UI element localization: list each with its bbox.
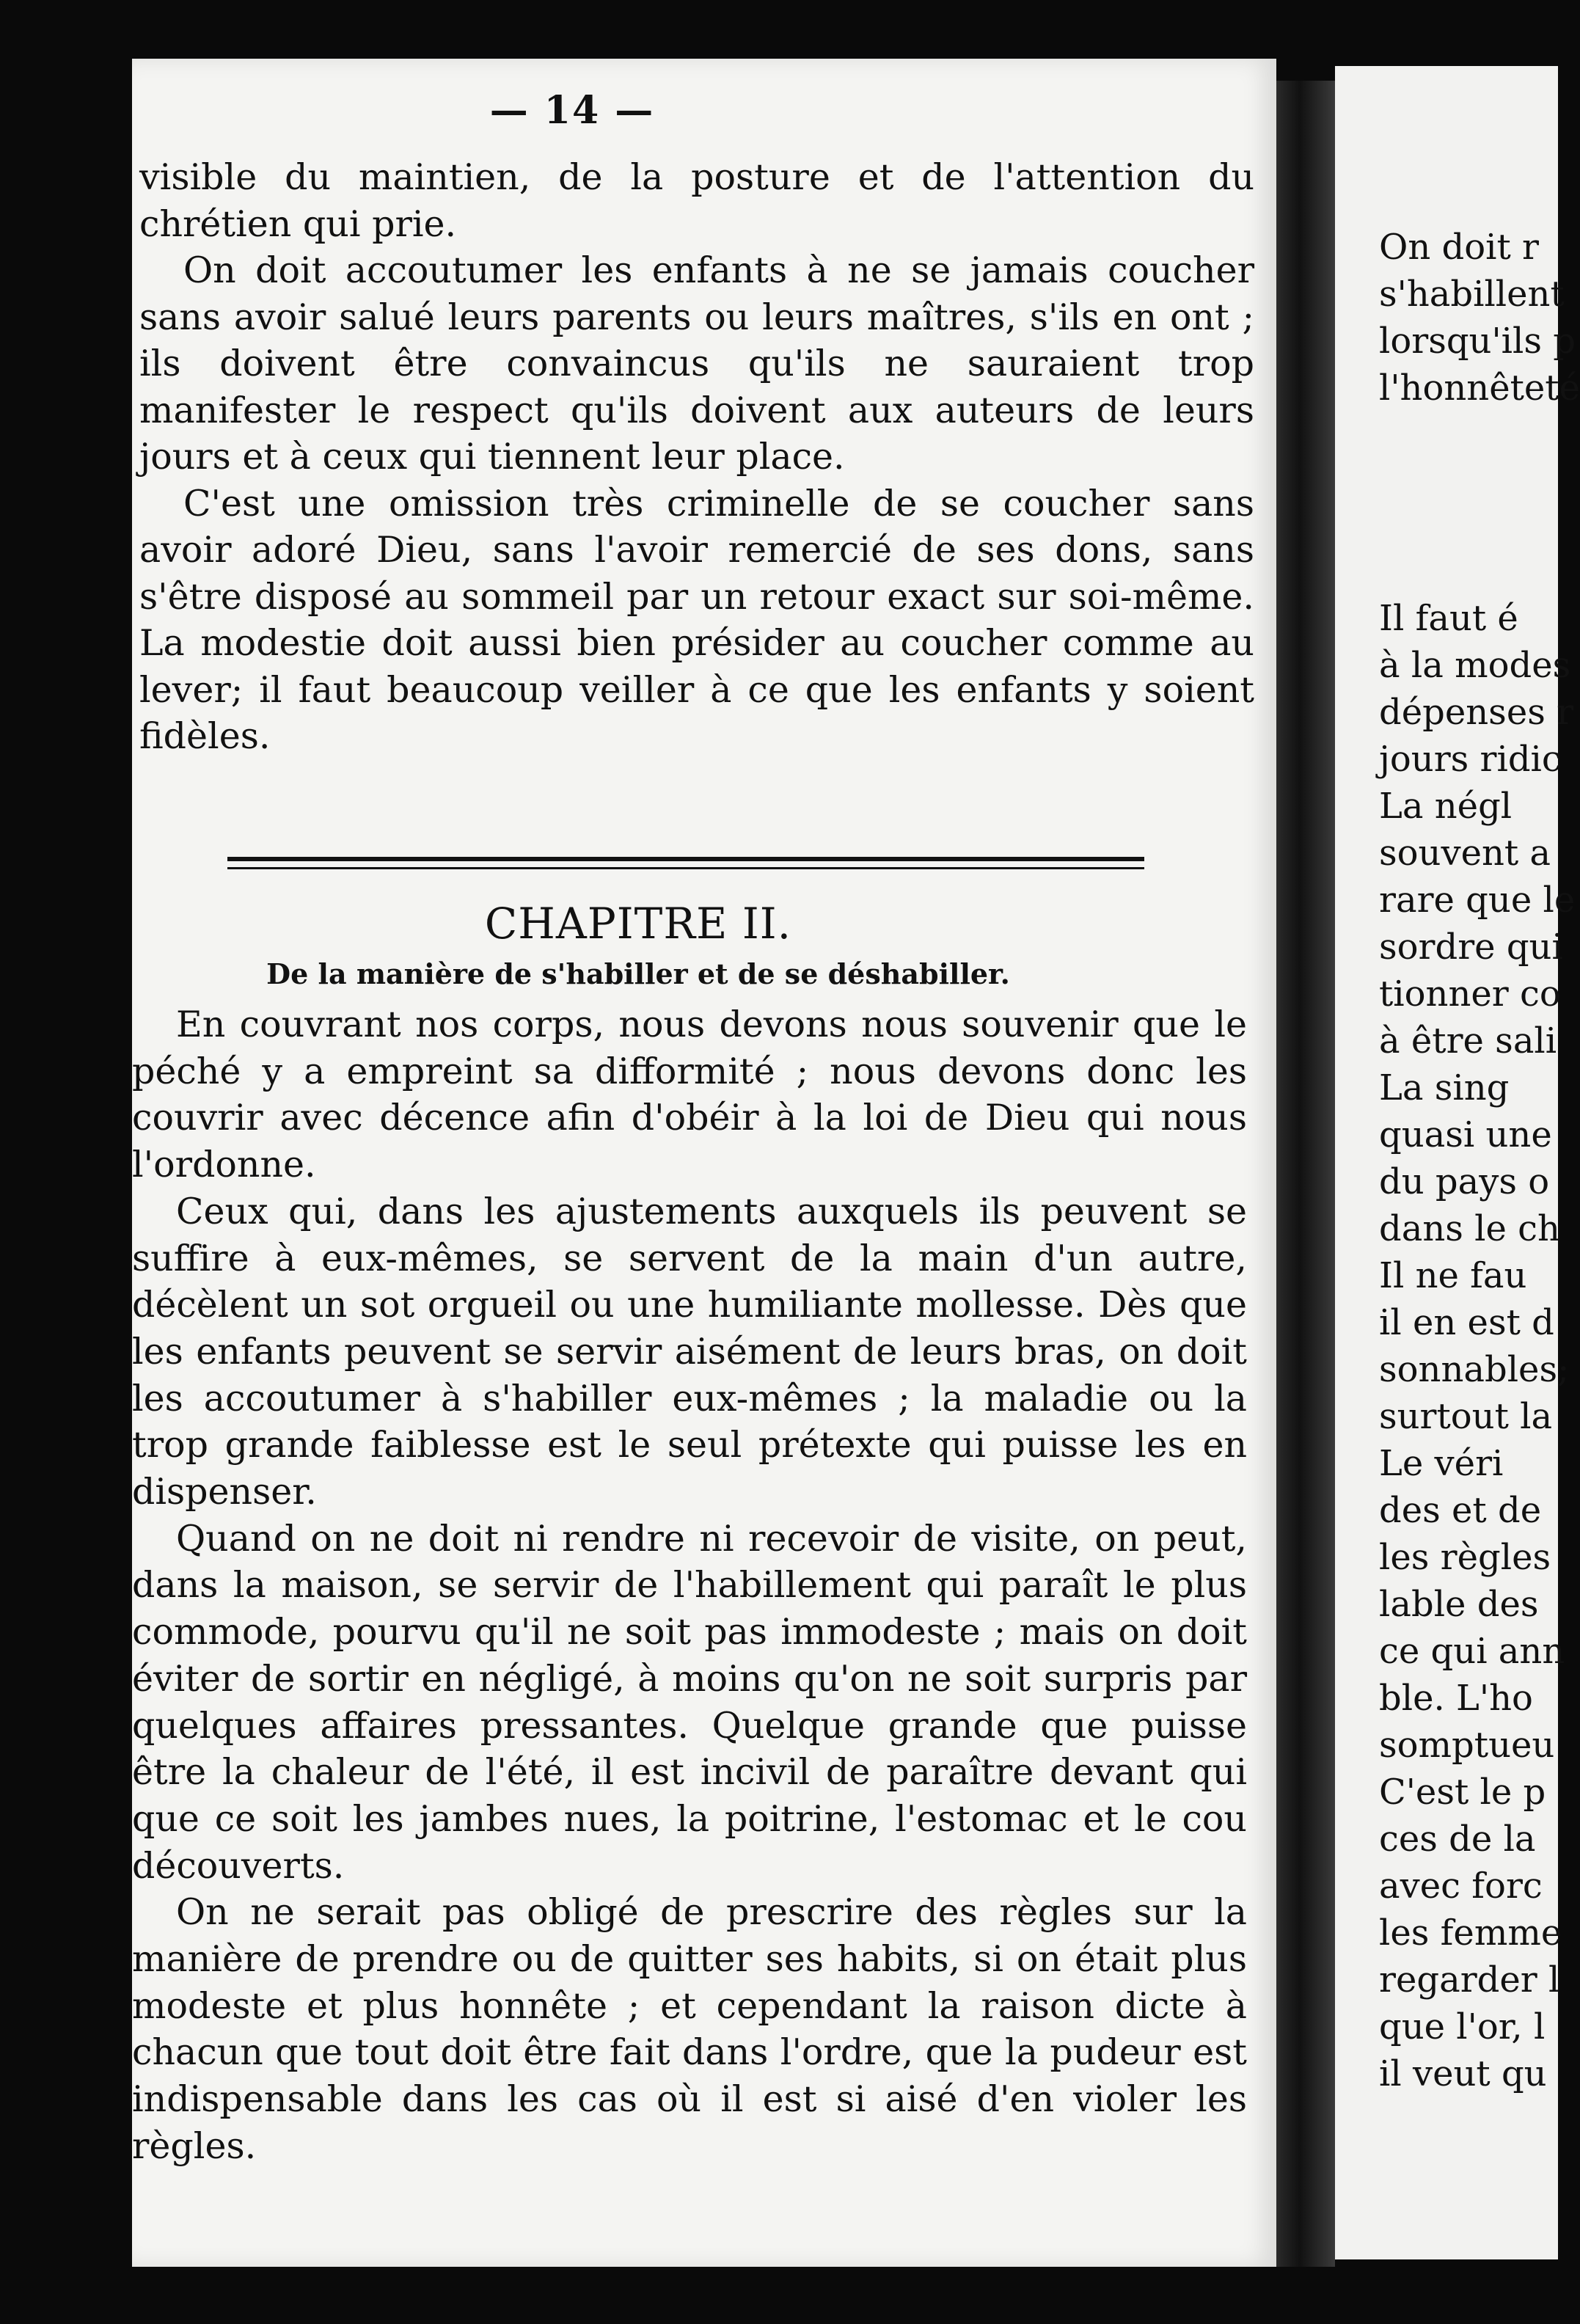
facing-line: ces de la — [1379, 1819, 1536, 1860]
paragraph: Ceux qui, dans les ajustements auxquels ils peuvent se suffire à eux-mêmes, se servent de la main d'un autre, décèlent un sot orgueil ou une humiliante mollesse. Dès que les enfants peuvent se servir aisément de leurs bras, on doit les accoutumer à s'habiller eux-mêmes ; la maladie ou la trop grande faiblesse est le seul prétexte qui puisse les en dispenser. — [132, 1190, 1247, 1513]
facing-line: Il ne fau — [1379, 1255, 1527, 1296]
facing-line: l'honnêteté — [1379, 368, 1580, 409]
paragraph: C'est une omission très criminelle de se coucher sans avoir adoré Dieu, sans l'avoir remercié de ses dons, sans s'être disposé au sommeil par un retour exact sur soi-même. La modestie doit aussi bien présider au coucher comme au lever; il faut beaucoup veiller à ce que les enfants y soient fidèles. — [139, 482, 1254, 757]
facing-line: à la modes — [1379, 645, 1571, 686]
facing-gap — [1379, 412, 1570, 595]
facing-line: lorsqu'ils p — [1379, 321, 1576, 362]
body-text-top — [139, 154, 1254, 760]
facing-line: les règles — [1379, 1537, 1551, 1578]
facing-line: La sing — [1379, 1067, 1510, 1108]
facing-line: sordre qui — [1379, 927, 1563, 968]
facing-line: ce qui ann — [1379, 1631, 1565, 1672]
facing-line: rare que le — [1379, 880, 1576, 921]
facing-line: ble. L'ho — [1379, 1678, 1533, 1719]
facing-page-text — [1379, 224, 1580, 2097]
facing-line: somptueu — [1379, 1725, 1555, 1766]
facing-line: dépenses r — [1379, 692, 1574, 733]
page-number: — 14 — — [489, 88, 655, 133]
book-gutter — [1276, 81, 1335, 2267]
facing-line: du pays o — [1379, 1161, 1550, 1202]
facing-line: quasi une — [1379, 1114, 1552, 1155]
paragraph: On ne serait pas obligé de prescrire des règles sur la manière de prendre ou de quitter ses habits, si on était plus modeste et plus honnête ; et cependant la raison dicte à chacun que tout doit être fait dans l'ordre, que la pudeur est indispensable dans les cas où il est si aisé d'en violer les règles. — [132, 1891, 1247, 2167]
facing-line: lable des — [1379, 1584, 1539, 1625]
chapter-rule-thin — [227, 867, 1144, 869]
facing-line: il en est d — [1379, 1302, 1554, 1343]
facing-line: dans le ch — [1379, 1208, 1560, 1249]
paragraph: On doit accoutumer les enfants à ne se jamais coucher sans avoir salué leurs parents ou leurs maîtres, s'ils en ont ; ils doivent être convaincus qu'ils ne sauraient trop manifester le respect qu'ils doivent aux auteurs de leurs jours et à ceux qui tiennent leur place. — [139, 249, 1254, 478]
facing-line: des et de — [1379, 1490, 1542, 1531]
chapter-title: CHAPITRE II. — [484, 899, 792, 949]
paragraph: En couvrant nos corps, nous devons nous souvenir que le péché y a empreint sa difformité ; nous devons donc les couvrir avec décence afin d'obéir à la loi de Dieu qui nous l'ordonne. — [132, 1004, 1247, 1186]
chapter-subtitle: De la manière de s'habiller et de se déshabiller. — [266, 957, 1010, 990]
facing-line: regarder l — [1379, 1959, 1560, 2000]
facing-line: jours ridic — [1379, 739, 1562, 780]
body-text-chapter — [132, 1001, 1247, 2170]
facing-line: avec forc — [1379, 1866, 1543, 1907]
facing-line: C'est le p — [1379, 1772, 1546, 1813]
facing-line: il veut qu — [1379, 2053, 1547, 2094]
paragraph: visible du maintien, de la posture et de l'attention du chrétien qui prie. — [139, 156, 1254, 245]
facing-line: La négl — [1379, 786, 1513, 827]
facing-line: sonnables; — [1379, 1349, 1570, 1390]
paragraph: Quand on ne doit ni rendre ni recevoir de visite, on peut, dans la maison, se servir de l'habillement qui paraît le plus commode, pourvu qu'il ne soit pas immodeste ; mais on doit éviter de sortir en négligé, à moins qu'on ne soit surpris par quelques affaires pressantes. Quelque grande que puisse être la chaleur de l'été, il est incivil de paraître devant qui que ce soit les jambes nues, la poitrine, l'estomac et le cou découverts. — [132, 1517, 1247, 1887]
facing-line: s'habillent — [1379, 274, 1565, 315]
facing-line: surtout la — [1379, 1396, 1553, 1437]
facing-line: à être sali — [1379, 1020, 1557, 1061]
chapter-rule-thick — [227, 857, 1144, 861]
facing-line: souvent a — [1379, 833, 1551, 874]
facing-line: les femme — [1379, 1912, 1562, 1954]
facing-line: Le véri — [1379, 1443, 1504, 1484]
facing-line: On doit r — [1379, 227, 1539, 268]
facing-line: Il faut é — [1379, 598, 1518, 639]
facing-line: tionner co — [1379, 973, 1561, 1015]
facing-line: que l'or, l — [1379, 2006, 1546, 2047]
